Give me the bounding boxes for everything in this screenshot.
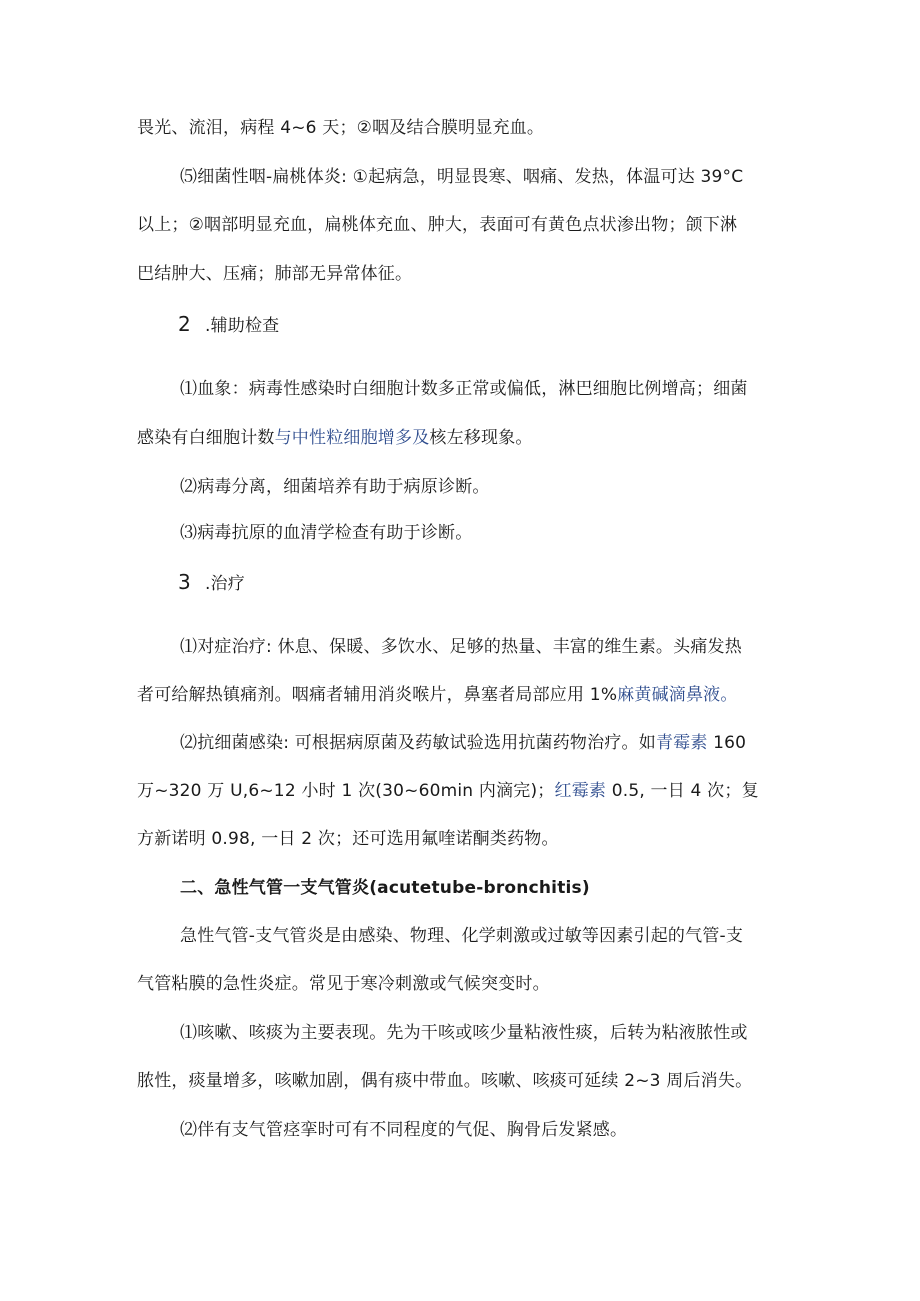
section-title: .治疗 [204,574,245,594]
paragraph-line [180,731,746,755]
drug-name: 红霉素 [554,781,607,801]
paragraph-line: ⑴对症治疗: 休息、保暖、多饮水、足够的热量、丰富的维生素。头痛发热 [180,637,742,657]
paragraph-line: ⑸细菌性咽-扁桃体炎: ①起病急，明显畏寒、咽痛、发热，体温可达 39°C [180,167,744,187]
text-span: 核左移现象。 [429,428,533,448]
highlighted-term: 麻黄碱滴鼻液。 [617,685,738,705]
text-span: 者可给解热镇痛剂。咽痛者辅用消炎喉片，鼻塞者局部应用 1% [137,685,618,705]
text-span: 160 [707,733,747,753]
paragraph-line [137,779,759,803]
paragraph-line [137,426,533,450]
paragraph-line: 脓性，痰量增多，咳嗽加剧，偶有痰中带血。咳嗽、咳痰可延续 2~3 周后消失。 [137,1071,753,1091]
text-span: ⑵抗细菌感染: 可根据病原菌及药敏试验选用抗菌药物治疗。如 [180,733,656,753]
paragraph-line: ⑶病毒抗原的血清学检查有助于诊断。 [180,523,473,543]
section-heading-3 [178,570,245,596]
paragraph-line: 急性气管-支气管炎是由感染、物理、化学刺激或过敏等因素引起的气管-支 [180,926,744,946]
paragraph-line: ⑵伴有支气管痉挛时可有不同程度的气促、胸骨后发紧感。 [180,1120,628,1140]
section-number: 2 [178,312,191,336]
section-title: .辅助检查 [204,316,280,336]
paragraph-line: ⑴咳嗽、咳痰为主要表现。先为干咳或咳少量粘液性痰，后转为粘液脓性或 [180,1023,748,1043]
paragraph-line: 畏光、流泪，病程 4~6 天；②咽及结合膜明显充血。 [137,118,545,138]
text-span: 万~320 万 U,6~12 小时 1 次(30~60min 内滴完)； [137,781,555,801]
paragraph-line: 方新诺明 0.98, 一日 2 次；还可选用氟喹诺酮类药物。 [137,829,559,849]
drug-name: 青霉素 [655,733,708,753]
paragraph-line: ⑵病毒分离，细菌培养有助于病原诊断。 [180,477,490,497]
paragraph-line: 以上；②咽部明显充血，扁桃体充血、肿大，表面可有黄色点状渗出物；颌下淋 [137,215,738,235]
chapter-heading: 二、急性气管一支气管炎(acutetube-bronchitis) [180,878,590,898]
paragraph-line: 巴结肿大、压痛；肺部无异常体征。 [137,264,413,284]
section-heading-2 [178,312,279,338]
text-span: 0.5, 一日 4 次；复 [606,781,759,801]
paragraph-line: ⑴血象：病毒性感染时白细胞计数多正常或偏低，淋巴细胞比例增高；细菌 [180,379,748,399]
section-number: 3 [178,570,191,594]
paragraph-line [137,683,738,707]
paragraph-line: 气管粘膜的急性炎症。常见于寒冷刺激或气候突变时。 [137,974,550,994]
text-span: 感染有白细胞计数 [137,428,275,448]
highlighted-term: 与中性粒细胞增多及 [274,428,430,448]
